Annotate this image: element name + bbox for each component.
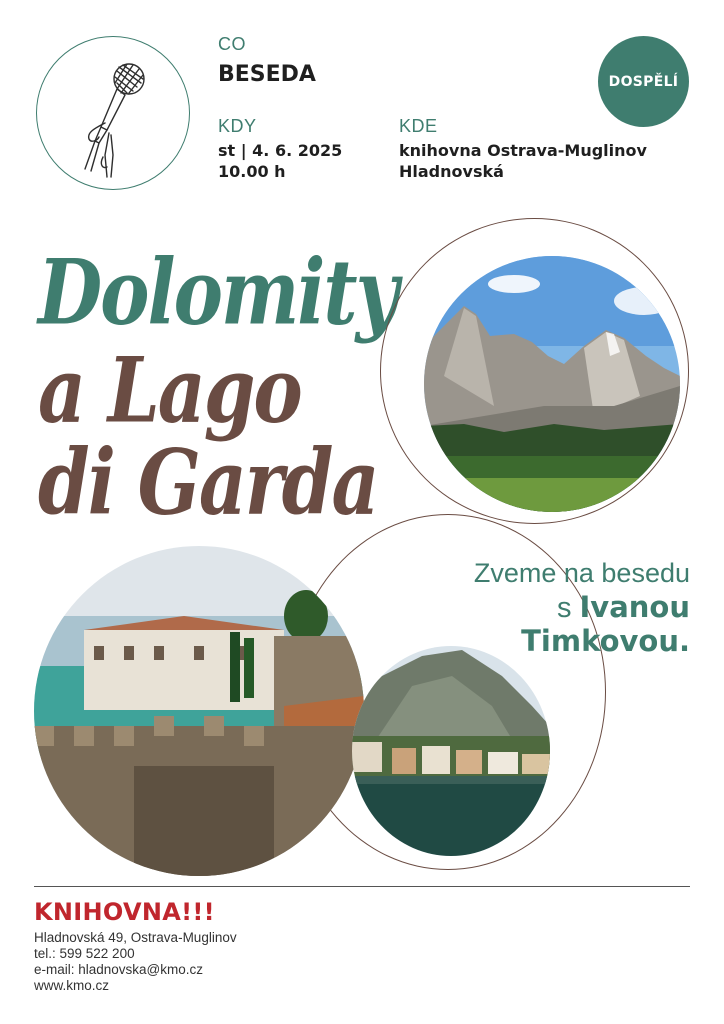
title-line3: di Garda bbox=[38, 430, 378, 536]
invitation-line1: Zveme na besedu bbox=[473, 558, 690, 588]
when-label: KDY bbox=[218, 116, 257, 136]
library-brand: KNIHOVNA!!! bbox=[34, 898, 215, 926]
title-line1: Dolomity bbox=[38, 240, 397, 346]
footer-web[interactable]: www.kmo.cz bbox=[34, 978, 110, 993]
footer-email[interactable]: e-mail: hladnovska@kmo.cz bbox=[34, 962, 204, 977]
where-line2: Hladnovská bbox=[399, 162, 504, 181]
invitation-line2 bbox=[557, 590, 690, 625]
microphone-icon bbox=[37, 37, 189, 189]
invitation-name1: Ivanou bbox=[579, 590, 690, 624]
title-line2: a Lago bbox=[38, 338, 301, 444]
footer-address: Hladnovská 49, Ostrava-Muglinov bbox=[34, 930, 237, 945]
audience-badge: DOSPĚLÍ bbox=[598, 36, 689, 127]
footer-divider bbox=[34, 886, 690, 887]
invitation-name2: Timkovou. bbox=[521, 624, 690, 658]
garda-castle-photo bbox=[34, 546, 364, 876]
garda-town-photo bbox=[352, 646, 550, 856]
footer-phone: tel.: 599 522 200 bbox=[34, 946, 135, 961]
when-time: 10.00 h bbox=[218, 162, 286, 181]
dolomites-photo bbox=[424, 256, 680, 512]
what-value: BESEDA bbox=[218, 62, 316, 87]
where-label: KDE bbox=[399, 116, 438, 136]
invitation-prefix: s bbox=[556, 592, 572, 624]
microphone-circle bbox=[36, 36, 190, 190]
when-date: st | 4. 6. 2025 bbox=[218, 141, 343, 160]
what-label: CO bbox=[218, 34, 246, 54]
where-line1: knihovna Ostrava-Muglinov bbox=[399, 141, 647, 160]
invitation-line3 bbox=[521, 624, 690, 659]
